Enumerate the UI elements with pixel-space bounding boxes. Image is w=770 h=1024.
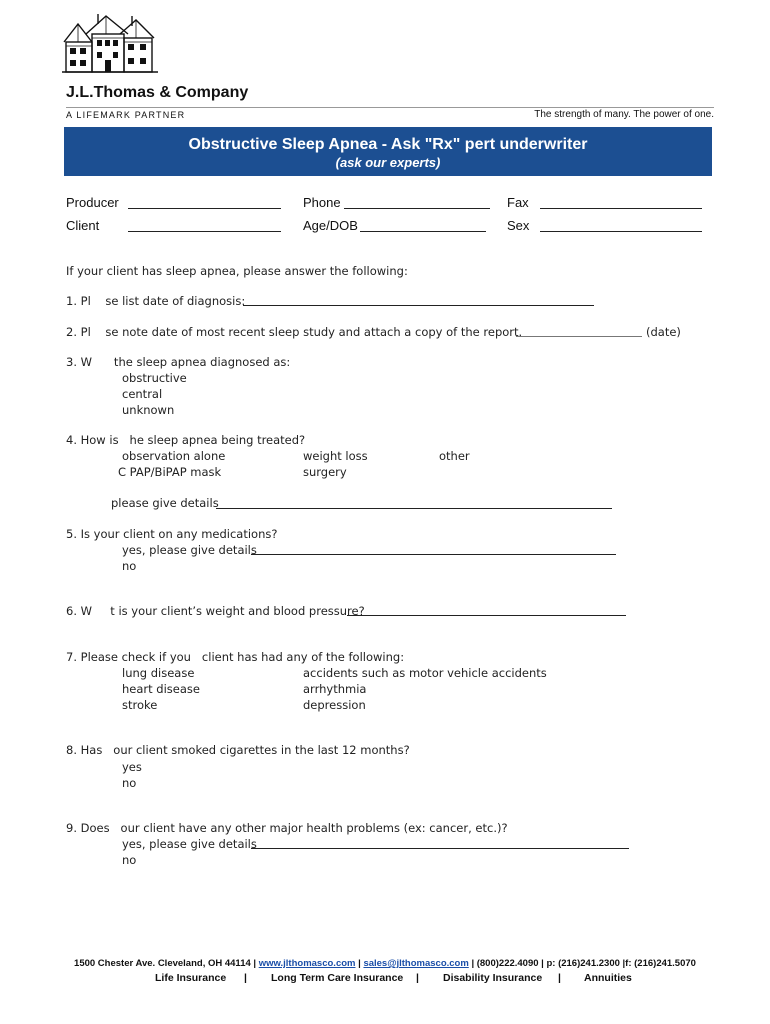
option-obstructive[interactable]: obstructive [122,371,187,385]
health-problems-details-field[interactable] [251,848,629,849]
fax-label: Fax [507,195,529,210]
footer-separator-3: | [558,972,561,984]
phone-field[interactable] [344,208,490,209]
question-2: 2. Pl se note date of most recent sleep study and attach a copy of the report. [66,325,523,339]
sleep-study-date-field[interactable] [516,336,642,337]
option-central[interactable]: central [122,387,163,401]
question-3: 3. W the sleep apnea diagnosed as: [66,355,291,369]
banner-title: Obstructive Sleep Apnea - Ask "Rx" pert underwriter [188,136,588,153]
question-6: 6. W t is your client’s weight and blood pressure? [66,604,365,618]
question-8: 8. Has our client smoked cigarettes in the last 12 months? [66,743,410,757]
tagline: The strength of many. The power of one. [534,109,714,120]
option-weight-loss[interactable]: weight loss [303,449,368,463]
date-suffix: (date) [646,325,681,339]
weight-bp-field[interactable] [347,615,626,616]
footer-life-insurance: Life Insurance [155,972,227,984]
sex-label: Sex [507,218,530,233]
client-label: Client [66,218,100,233]
email-link[interactable]: sales@jlthomasco.com [363,958,469,969]
medications-yes[interactable]: yes, please give details [122,543,257,557]
partner-text: A LIFEMARK PARTNER [66,110,186,120]
intro-text: If your client has sleep apnea, please answer the following: [66,264,408,278]
header-divider [66,107,714,108]
diagnosis-date-field[interactable] [243,305,594,306]
option-unknown[interactable]: unknown [122,403,175,417]
question-4: 4. How is he sleep apnea being treated? [66,433,306,447]
fax-field[interactable] [540,208,702,209]
age-dob-label: Age/DOB [303,218,358,233]
footer-address: 1500 Chester Ave. Cleveland, OH 44114 | [74,958,257,969]
health-problems-yes[interactable]: yes, please give details [122,837,257,851]
banner-subtitle: (ask our experts) [335,155,441,170]
option-other[interactable]: other [439,449,470,463]
phone-label: Phone [303,195,341,210]
question-7: 7. Please check if you client has had any of the following: [66,650,405,664]
option-depression[interactable]: depression [303,698,366,712]
option-heart-disease[interactable]: heart disease [122,682,200,696]
option-accidents[interactable]: accidents such as motor vehicle accidents [303,666,547,680]
website-link[interactable]: www.jlthomasco.com [258,958,356,969]
footer-phone-numbers: | (800)222.4090 | p: (216)241.2300 |f: (216)241.5070 [471,958,696,969]
footer-ltc-insurance: Long Term Care Insurance [271,972,404,984]
footer-disability-insurance: Disability Insurance [443,972,543,984]
treatment-details-label: please give details [111,496,219,510]
sex-field[interactable] [540,231,702,232]
option-observation-alone[interactable]: observation alone [122,449,226,463]
health-problems-no[interactable]: no [122,853,137,867]
footer-annuities: Annuities [584,972,632,984]
option-cpap-bipap[interactable]: C PAP/BiPAP mask [118,465,222,479]
option-stroke[interactable]: stroke [122,698,158,712]
option-surgery[interactable]: surgery [303,465,347,479]
footer-separator: | [358,958,361,969]
company-name: J.L.Thomas & Company [66,84,249,101]
title-banner [64,127,712,176]
smoked-yes[interactable]: yes [122,760,142,774]
question-1: 1. Pl se list date of diagnosis: [66,294,246,308]
footer-separator-1: | [244,972,247,984]
option-lung-disease[interactable]: lung disease [122,666,195,680]
option-arrhythmia[interactable]: arrhythmia [303,682,367,696]
client-field[interactable] [128,231,281,232]
producer-field[interactable] [128,208,281,209]
medications-details-field[interactable] [251,554,616,555]
medications-no[interactable]: no [122,559,137,573]
question-9: 9. Does our client have any other major health problems (ex: cancer, etc.)? [66,821,508,835]
treatment-details-field[interactable] [216,508,612,509]
age-dob-field[interactable] [360,231,486,232]
question-5: 5. Is your client on any medications? [66,527,278,541]
company-logo [62,12,158,76]
footer-separator-2: | [416,972,419,984]
building-logo-icon [62,12,158,76]
smoked-no[interactable]: no [122,776,137,790]
producer-label: Producer [66,195,119,210]
footer-contact-line [0,958,770,969]
